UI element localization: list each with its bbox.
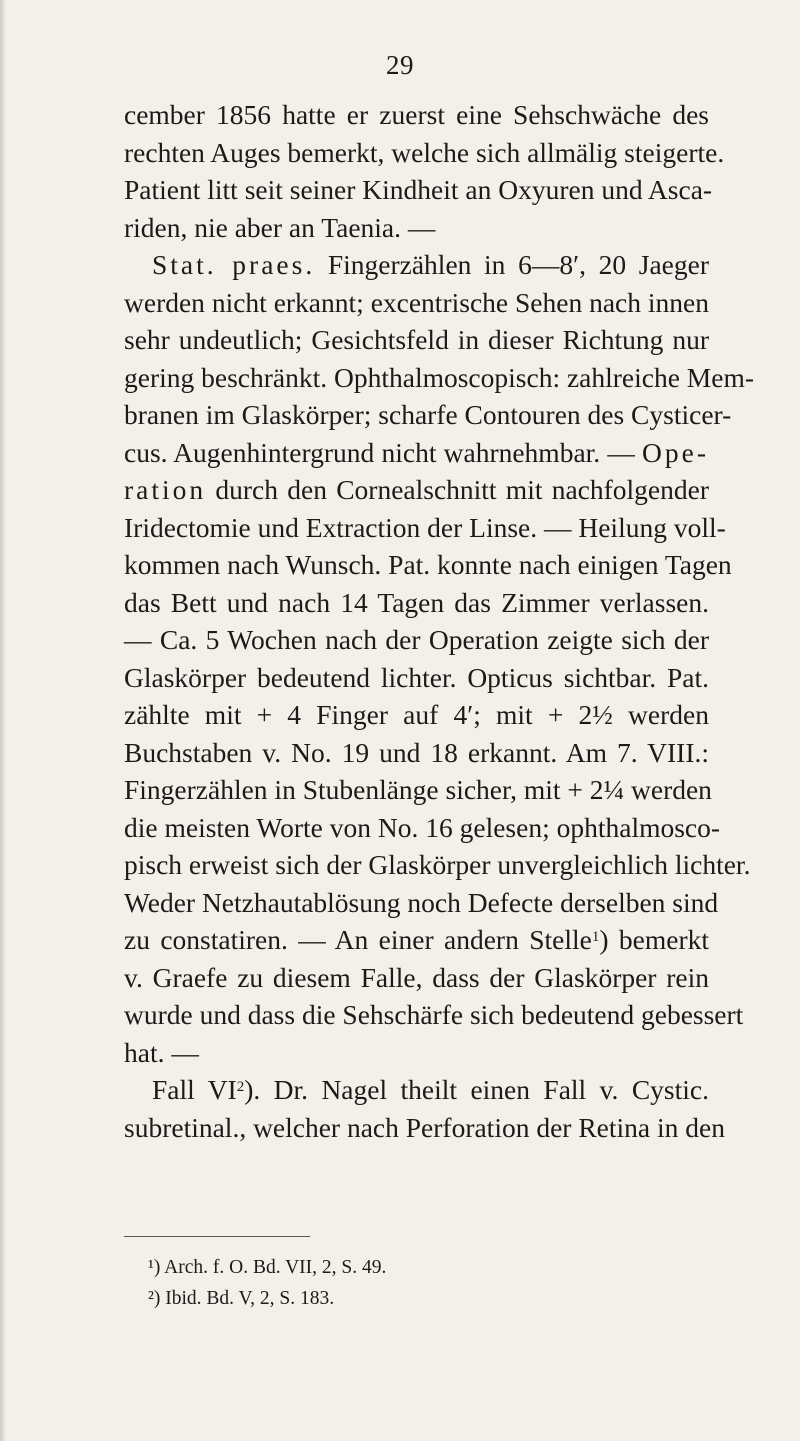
text-line: wurde und dass die Sehschärfe sich bedeutend gebessert <box>124 999 744 1030</box>
spaced-heading-stat-praes: Stat. praes. <box>152 249 316 280</box>
text-line: kommen nach Wunsch. Pat. konnte nach einigen Tagen <box>124 549 732 580</box>
text-line: werden nicht erkannt; excentrische Sehen nach innen <box>124 286 709 318</box>
text-line: Patient litt seit seiner Kindheit an Oxyuren und Asca- <box>124 174 713 205</box>
spaced-heading-operation: Ope- <box>642 436 709 468</box>
text-line: subretinal., welcher nach Perforation der Retina in den <box>124 1111 725 1143</box>
text-line: v. Graefe zu diesem Falle, dass der Glaskörper rein <box>124 961 709 993</box>
page-edge-shadow <box>0 0 6 1441</box>
text-line: Iridectomie und Extraction der Linse. — Heilung voll- <box>124 511 726 543</box>
text-line: Fall $VI^2$). Dr. Nagel theilt einen Fall v. Cystic. <box>152 1074 709 1105</box>
body-text <box>124 96 755 1146</box>
case-heading: Fall VI <box>152 1074 237 1105</box>
text-line: sehr undeutlich; Gesichtsfeld in dieser Richtung nur <box>124 324 709 355</box>
text-line: ration durch den Cornealschnitt mit nachfolgender <box>124 474 709 505</box>
text-line: cus. Augenhintergrund nicht wahrnehmbar. — Ope- <box>124 436 709 468</box>
text-line: Buchstaben v. No. 19 und 18 erkannt. Am 7. VIII.: <box>124 736 709 768</box>
text-line: zu constatiren. — An einer andern Stelle$^1$) bemerkt <box>124 924 709 955</box>
footnote-divider <box>124 1236 310 1237</box>
spaced-heading-operation-cont: ration <box>124 474 207 505</box>
text-line: riden, nie aber an Taenia. — <box>124 211 436 243</box>
text-line: Fingerzählen in Stubenlänge sicher, mit + 2¼ werden <box>124 774 712 805</box>
text-line: zählte mit + 4 Finger auf 4′; mit + 2½ werden <box>124 699 709 730</box>
text-line: pisch erweist sich der Glaskörper unvergleichlich lichter. <box>124 849 751 880</box>
text-line: Stat. praes. Fingerzählen in 6—8′, 20 Jaeger <box>152 249 709 280</box>
footnote-2: ²) Ibid. Bd. V, 2, S. 183. <box>148 1288 335 1309</box>
text-line: hat. — <box>124 1036 199 1068</box>
page-number: 29 <box>386 50 414 80</box>
text-line: das Bett und nach 14 Tagen das Zimmer verlassen. <box>124 586 709 618</box>
text-line: branen im Glaskörper; scharfe Contouren des Cysticer- <box>124 399 732 430</box>
text-line: gering beschränkt. Ophthalmoscopisch: zahlreiche Mem- <box>124 361 755 393</box>
text-line: Glaskörper bedeutend lichter. Opticus sichtbar. Pat. <box>124 661 709 693</box>
footnotes <box>148 1252 386 1314</box>
text-line: cember 1856 hatte er zuerst eine Sehschwäche des <box>124 99 709 130</box>
footnote-ref-1: 1 <box>591 929 600 945</box>
text-line: — Ca. 5 Wochen nach der Operation zeigte sich der <box>124 624 709 655</box>
footnote-1: ¹) Arch. f. O. Bd. VII, 2, S. 49. <box>148 1257 387 1278</box>
text-line: die meisten Worte von No. 16 gelesen; ophthalmosco- <box>124 811 721 843</box>
footnote-ref-2: 2 <box>236 1079 245 1095</box>
text-line: rechten Auges bemerkt, welche sich allmälig steigerte. <box>124 136 725 168</box>
text-line: Weder Netzhautablösung noch Defecte derselben sind <box>124 886 719 918</box>
